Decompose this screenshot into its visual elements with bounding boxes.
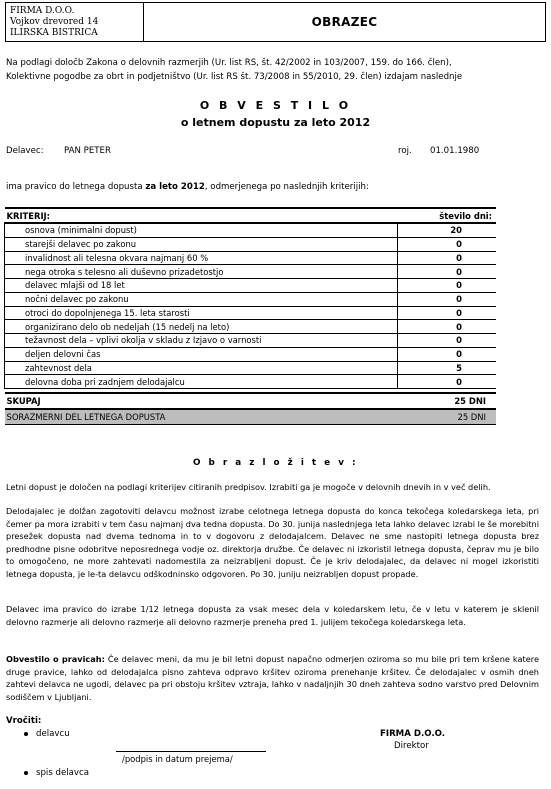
criteria-header-days: število dni:: [398, 208, 497, 223]
rights-notice: [6, 653, 539, 703]
prorated-row-label: SORAZMERNI DEL LETNEGA DOPUSTA: [5, 409, 398, 425]
employee-name: PAN PETER: [64, 146, 111, 156]
delivery-item: [24, 768, 89, 778]
rights-notice-text: Če delavec meni, da mu je bil letni dopust napačno odmerjen oziroma so mu bile pri tem kršene katere druge pravice, lahko od delodajalca pisno zahteva odpravo kršitev oziroma prenehanje kršitev. Če delodajalec v osmih dneh zahtevi delavca ne ugodi, delavec pa pri obstoju kršitev vztraja, lahko v nadaljnjih 30 dneh zahteva sodno varstvo pred Delovnim sodiščem v Ljubljani.: [6, 654, 539, 702]
criteria-days: 0: [398, 251, 497, 265]
signatory-role: Direktor: [394, 741, 429, 751]
birth-date: 01.01.1980: [430, 146, 480, 156]
criteria-days: 0: [398, 237, 497, 251]
bullet-icon: [24, 771, 28, 775]
criteria-row: [5, 320, 497, 334]
criteria-row: [5, 223, 497, 237]
document-title: O B V E S T I L O: [199, 99, 352, 112]
criteria-days: 0: [398, 265, 497, 279]
criteria-row: [5, 361, 497, 375]
criteria-label: zahtevnost dela: [5, 361, 398, 375]
explanation-paragraph: Delavec ima pravico do izrabe 1/12 letnega dopusta za vsak mesec dela v koledarskem letu, če v letu v katerem je sklenil delovno razmerje ali delovno razmerje ali delovno razmerje preneha pred 1. julijem tekočega koledarskega leta.: [6, 604, 539, 627]
explanation-heading: O b r a z l o ž i t e v :: [192, 458, 359, 468]
prorated-row: [5, 409, 497, 425]
criteria-header-row: [5, 208, 497, 223]
company-name: FIRMA D.O.O.: [10, 6, 75, 16]
company-city: ILIRSKA BISTRICA: [10, 28, 98, 38]
criteria-label: nočni delavec po zakonu: [5, 292, 398, 306]
criteria-label: starejši delavec po zakonu: [5, 237, 398, 251]
explanation-paragraph: Delodajalec je dolžan zagotoviti delavcu možnost izrabe celotnega letnega dopusta do konca tekočega koledarskega leta, pri čemer pa mora izrabiti v tem času najmanj dva tedna dopusta. Do 30. junija naslednjega leta lahko delavec izrabi le še morebitni presežek dopusta nad dvema tednoma in to v dogovoru z delodajalcem. Delavec ne sme nastopiti letnega dopusta brez predhodne pisne odobritve neposrednega vodje oz. direktorja družbe. Če delavec ni izkoristil letnega dopusta, čeprav mu je bilo to omogočeno, ne more zahtevati nadomestila za neizrabljeni dopust. Če je kriv delodajalec, da delavec ni mogel izkoristiti letnega dopusta, je le-ta delavcu odškodninsko odgovoren. Po 30. juniju neizrabljen dopust propade.: [6, 506, 539, 579]
criteria-label: invalidnost ali telesna okvara najmanj 60 %: [5, 251, 398, 265]
legal-basis-line: Na podlagi določb Zakona o delovnih razmerjih (Ur. list RS, št. 42/2002 in 103/2007, 159. do 166. člen),: [6, 58, 452, 68]
form-header: [5, 2, 546, 42]
employee-label: Delavec:: [6, 146, 44, 156]
criteria-days: 0: [398, 279, 497, 293]
criteria-days: 0: [398, 334, 497, 348]
signature-caption: /podpis in datum prejema/: [122, 754, 233, 764]
criteria-row: [5, 334, 497, 348]
intro-text-end: , odmerjenega po naslednjih kriterijih:: [204, 182, 369, 192]
criteria-days: 0: [398, 320, 497, 334]
criteria-days: 0: [398, 375, 497, 389]
company-address-block: [6, 3, 144, 41]
prorated-row-value: 25 DNI: [398, 409, 497, 425]
explanation-paragraph: Letni dopust je določen na podlagi kriterijev citiranih predpisov. Izrabiti ga je mogoče v delovnih dnevih in v več delih.: [6, 482, 491, 492]
criteria-label: otroci do dopolnjenega 15. leta starosti: [5, 306, 398, 320]
delivery-item-text: spis delavca: [36, 768, 90, 778]
delivery-item: [24, 729, 70, 739]
criteria-header-label: KRITERIJ:: [5, 208, 398, 223]
criteria-table: [4, 207, 496, 425]
criteria-label: osnova (minimalni dopust): [5, 223, 398, 237]
criteria-label: težavnost dela – vplivi okolja v skladu z Izjavo o varnosti: [5, 334, 398, 348]
signature-line: [116, 751, 266, 752]
form-label: OBRAZEC: [311, 15, 378, 29]
legal-basis: [6, 56, 546, 84]
intro-text: ima pravico do letnega dopusta: [6, 182, 146, 192]
criteria-row: [5, 347, 497, 361]
birth-label: roj.: [398, 146, 412, 156]
rights-notice-label: Obvestilo o pravicah:: [6, 654, 105, 664]
entitlement-intro: [6, 182, 369, 192]
company-street: Vojkov drevored 14: [10, 17, 99, 27]
criteria-label: delavec mlajši od 18 let: [5, 279, 398, 293]
criteria-days: 0: [398, 347, 497, 361]
criteria-row: [5, 251, 497, 265]
criteria-row: [5, 292, 497, 306]
criteria-days: 20: [398, 223, 497, 237]
criteria-row: [5, 265, 497, 279]
criteria-days: 0: [398, 292, 497, 306]
criteria-label: deljen delovni čas: [5, 347, 398, 361]
delivery-label: Vročiti:: [6, 716, 42, 726]
intro-year: za leto 2012: [145, 182, 205, 192]
criteria-label: delovna doba pri zadnjem delodajalcu: [5, 375, 398, 389]
criteria-row: [5, 306, 497, 320]
signatory-company: FIRMA D.O.O.: [380, 729, 446, 739]
criteria-days: 0: [398, 306, 497, 320]
legal-basis-line: Kolektivne pogodbe za obrt in podjetništvo (Ur. list RS št. 73/2008 in 55/2010, 29. člen) izdajam naslednje: [6, 72, 463, 82]
criteria-row: [5, 279, 497, 293]
delivery-item-text: delavcu: [36, 729, 70, 739]
total-row-value: 25 DNI: [398, 393, 497, 409]
criteria-row: [5, 237, 497, 251]
criteria-days: 5: [398, 361, 497, 375]
criteria-label: nega otroka s telesno ali duševno prizadetostjo: [5, 265, 398, 279]
total-row: [5, 393, 497, 409]
criteria-label: organizirano delo ob nedeljah (15 nedelj na leto): [5, 320, 398, 334]
total-row-label: SKUPAJ: [5, 393, 398, 409]
document-subtitle: o letnem dopustu za leto 2012: [180, 116, 371, 129]
bullet-icon: [24, 732, 28, 736]
criteria-row: [5, 375, 497, 389]
